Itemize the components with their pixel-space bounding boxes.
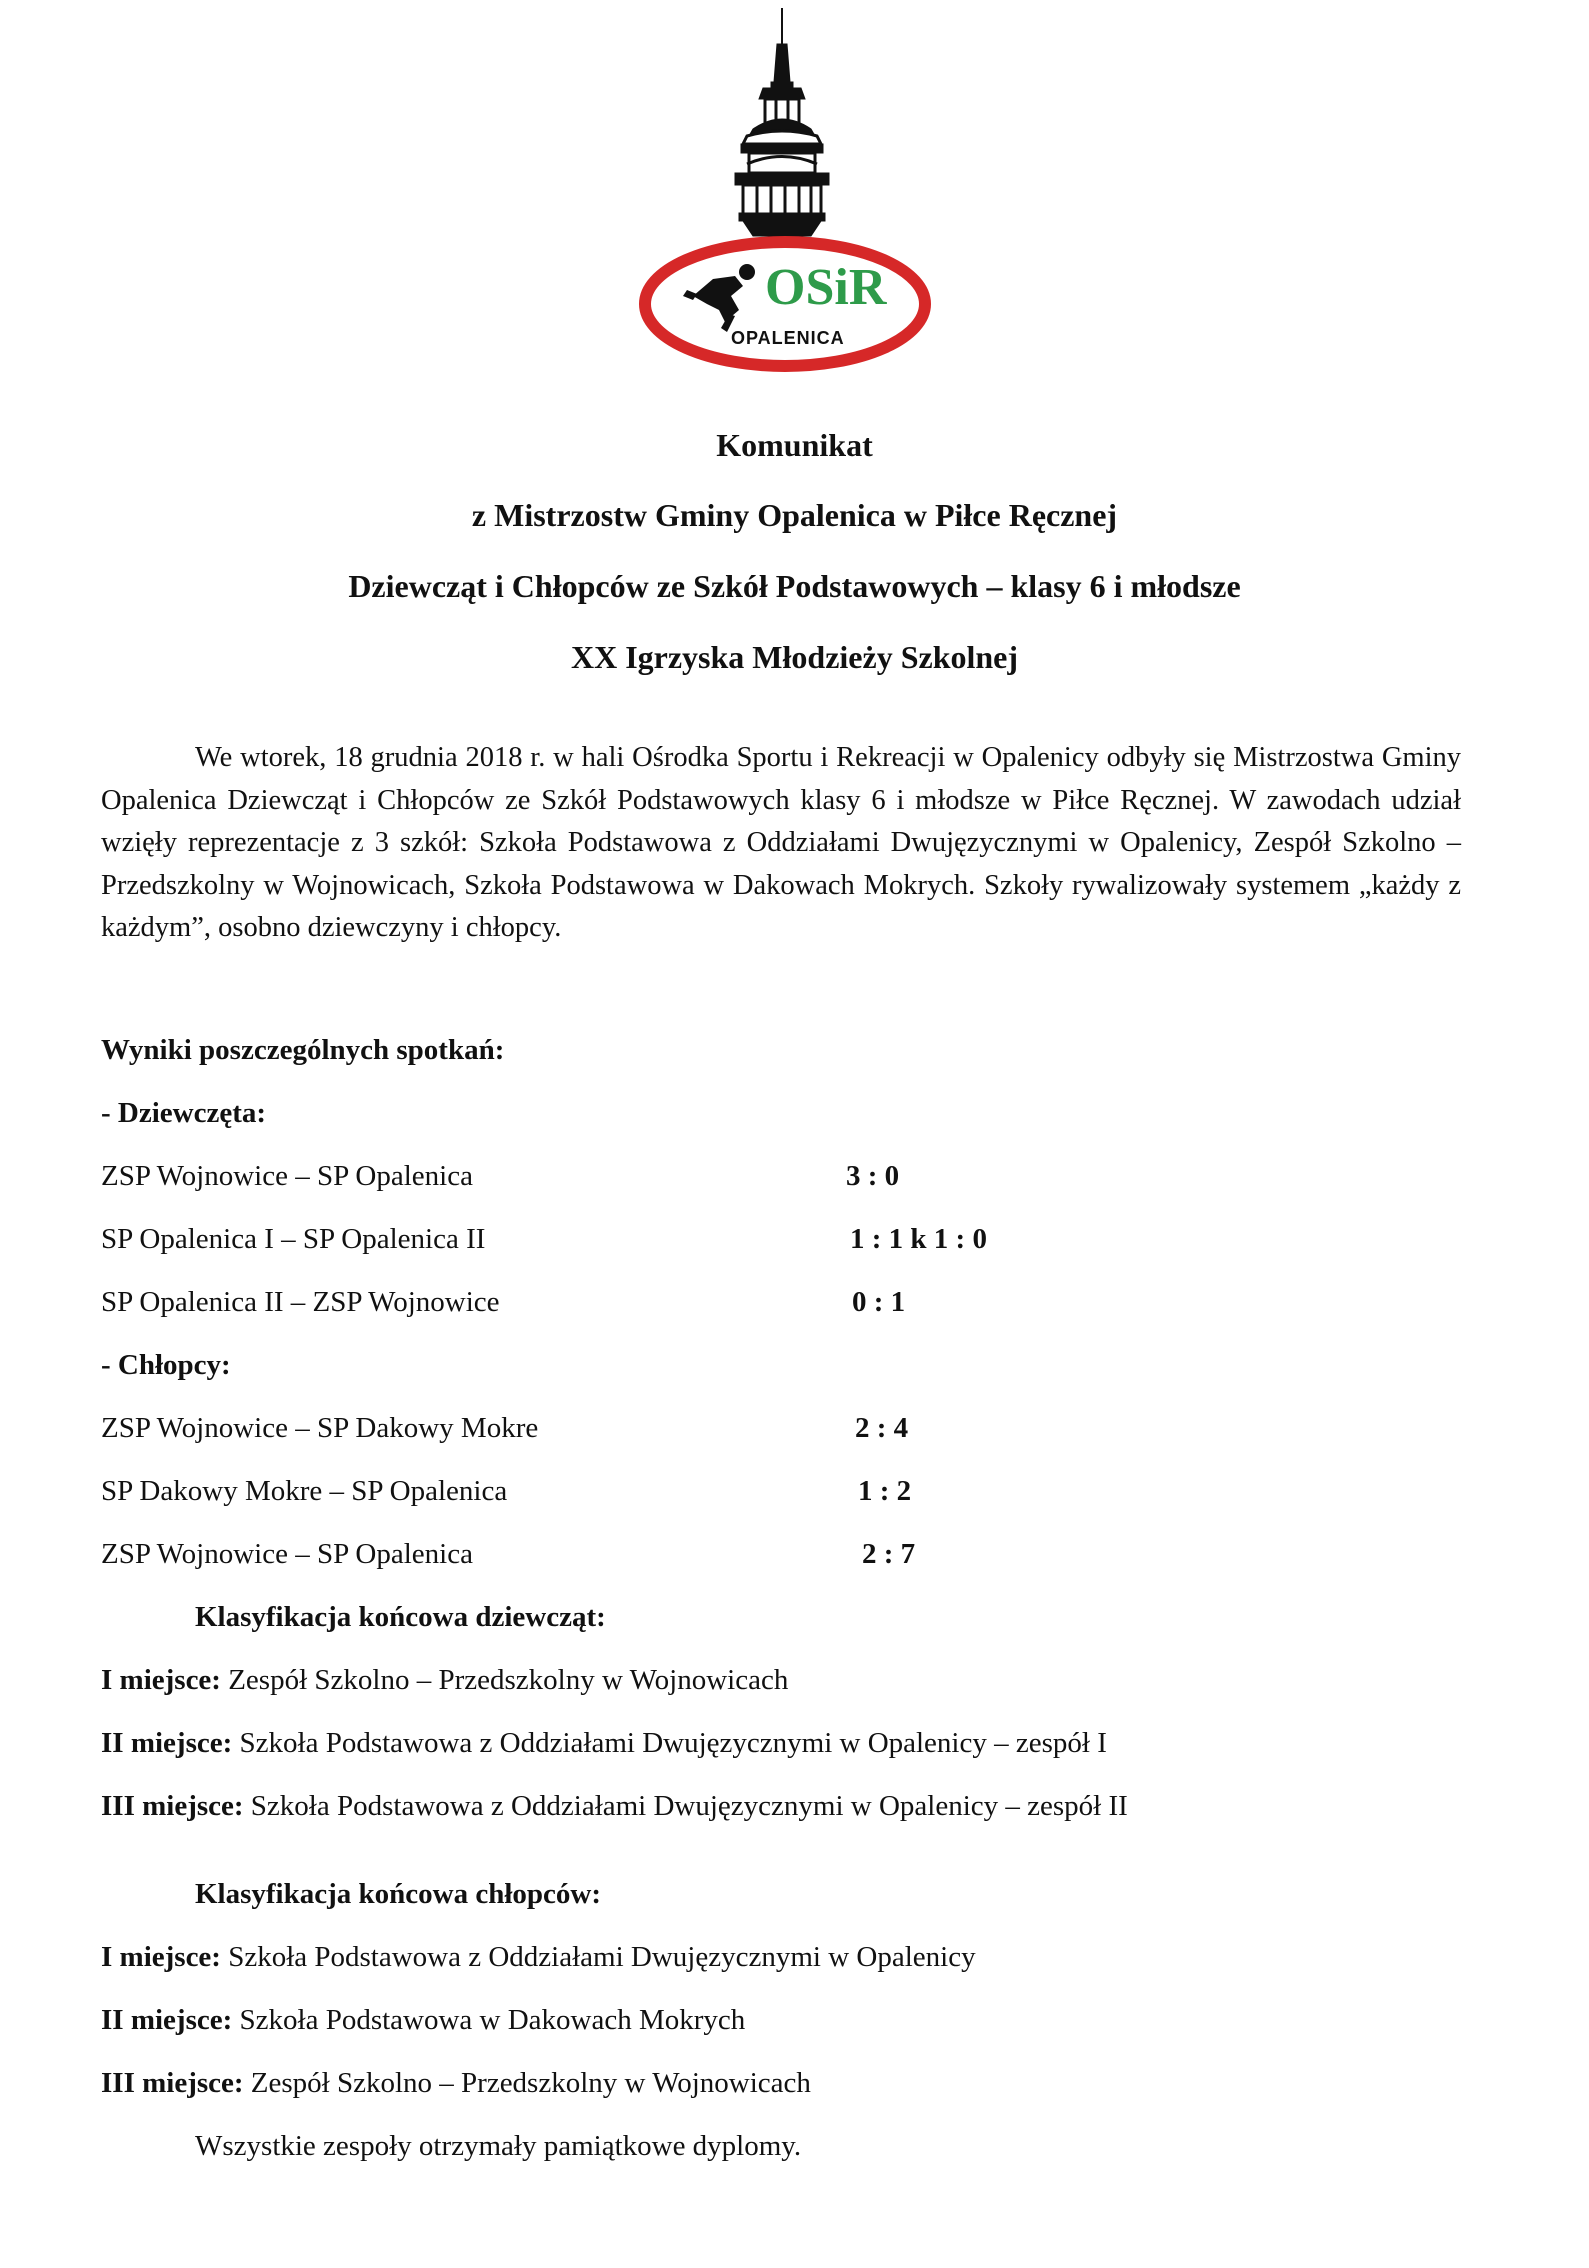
boys-match-1-teams: ZSP Wojnowice – SP Dakowy Mokre <box>101 1412 539 1444</box>
boys-place-3-team: Zespół Szkolno – Przedszkolny w Wojnowicach <box>250 2067 811 2099</box>
boys-place-3 <box>101 2065 811 2101</box>
girls-place-2-label: II miejsce: <box>101 1727 233 1759</box>
boys-match-3-score: 2 : 7 <box>862 1538 916 1570</box>
girls-place-2 <box>101 1725 1107 1761</box>
girls-match-3-teams: SP Opalenica II – ZSP Wojnowice <box>101 1286 500 1318</box>
girls-match-1-score: 3 : 0 <box>846 1160 900 1192</box>
boys-place-2-label: II miejsce: <box>101 2004 233 2036</box>
girls-place-1 <box>101 1662 788 1698</box>
girls-place-1-label: I miejsce: <box>101 1664 221 1696</box>
heading-line-2: z Mistrzostw Gminy Opalenica w Piłce Ręcznej <box>471 497 1118 533</box>
boys-results-label: - Chłopcy: <box>101 1349 231 1381</box>
boys-match-2-teams: SP Dakowy Mokre – SP Opalenica <box>101 1475 508 1507</box>
intro-paragraph: We wtorek, 18 grudnia 2018 r. w hali Ośrodka Sportu i Rekreacji w Opalenicy odbyły się Mistrzostwa Gminy Opalenica Dziewcząt i Chłopców ze Szkół Podstawowych klasy 6 i młodsze w Piłce Ręcznej. W zawodach udział wzięły reprezentacje z 3 szkół: Szkoła Podstawowa z Oddziałami Dwujęzycznymi w Opalenicy, Zespół Szkolno – Przedszkolny w Wojnowicach, Szkoła Podstawowa w Dakowach Mokrych. Szkoły rywalizowały systemem „każdy z każdym”, osobno dziewczyny i chłopcy. <box>101 742 1461 943</box>
boys-place-2-team: Szkoła Podstawowa w Dakowach Mokrych <box>239 2004 746 2036</box>
boys-place-1-label: I miejsce: <box>101 1941 221 1973</box>
girls-place-3-label: III miejsce: <box>101 1790 244 1822</box>
heading-line-3: Dziewcząt i Chłopców ze Szkół Podstawowych – klasy 6 i młodsze <box>348 568 1241 604</box>
girls-place-3-team: Szkoła Podstawowa z Oddziałami Dwujęzycznymi w Opalenicy – zespół II <box>250 1790 1128 1822</box>
heading-line-4: XX Igrzyska Młodzieży Szkolnej <box>570 639 1019 675</box>
girls-place-2-team: Szkoła Podstawowa z Oddziałami Dwujęzycznymi w Opalenicy – zespół I <box>239 1727 1107 1759</box>
boys-match-1-score: 2 : 4 <box>855 1412 909 1444</box>
girls-place-3 <box>101 1788 1128 1824</box>
heading-line-1: Komunikat <box>716 427 873 463</box>
girls-results-label: - Dziewczęta: <box>101 1097 267 1129</box>
boys-classification-title: Klasyfikacja końcowa chłopców: <box>195 1878 601 1910</box>
closing-note: Wszystkie zespoły otrzymały pamiątkowe dyplomy. <box>195 2130 802 2162</box>
logo-city-text: OPALENICA <box>731 328 845 348</box>
boys-place-2 <box>101 2002 745 2038</box>
results-title: Wyniki poszczególnych spotkań: <box>101 1034 505 1066</box>
boys-place-3-label: III miejsce: <box>101 2067 244 2099</box>
girls-place-1-team: Zespół Szkolno – Przedszkolny w Wojnowicach <box>228 1664 789 1696</box>
boys-place-1 <box>101 1939 976 1975</box>
boys-match-2-score: 1 : 2 <box>858 1475 912 1507</box>
girls-match-1-teams: ZSP Wojnowice – SP Opalenica <box>101 1160 473 1192</box>
boys-place-1-team: Szkoła Podstawowa z Oddziałami Dwujęzycznymi w Opalenicy <box>228 1941 976 1973</box>
boys-match-3-teams: ZSP Wojnowice – SP Opalenica <box>101 1538 473 1570</box>
girls-match-3-score: 0 : 1 <box>852 1286 906 1318</box>
logo-osir-text: OSiR <box>765 259 887 316</box>
osir-opalenica-logo <box>635 4 935 374</box>
girls-match-2-teams: SP Opalenica I – SP Opalenica II <box>101 1223 486 1255</box>
girls-classification-title: Klasyfikacja końcowa dziewcząt: <box>195 1601 606 1633</box>
tower-icon <box>735 8 829 236</box>
girls-match-2-score: 1 : 1 k 1 : 0 <box>850 1223 987 1255</box>
